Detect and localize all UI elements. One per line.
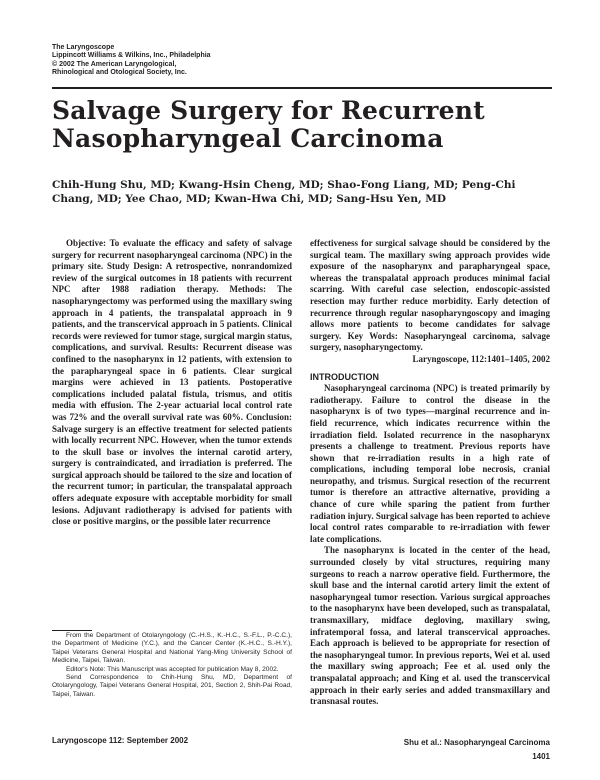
section-heading-introduction: INTRODUCTION: [310, 371, 379, 382]
left-column: [52, 238, 292, 528]
footnote-affiliation: From the Department of Otolaryngology (C.-H.S., K.-H.C., S.-F.L., P.-C.C.), the Department of Medicine (Y.C.), and the Cancer Center (K.-H.C., S.-H.Y.), Taipei Veterans General Hospital and National Yang-Ming University School of Medicine, Taipei, Taiwan.: [52, 632, 292, 665]
page-number: 1401: [532, 752, 550, 761]
footnotes: [52, 632, 292, 699]
journal-header: [52, 44, 312, 78]
abstract-paragraph: Objective: To evaluate the efficacy and safety of salvage surgery for recurrent nasopharyngeal carcinoma (NPC) in the primary site. Study Design: A retrospective, nonrandomized review of the surgical outcomes in 18 patients with recurrent NPC after 1988 radiation therapy. Methods: The nasopharyngectomy was performed using the maxillary swing approach in 4 patients, the transpalatal approach in 9 patients, and the transcervical approach in 5 patients. Clinical records were reviewed for tumor stage, surgical margin status, complications, and survival. Results: Recurrent disease was confined to the nasopharynx in 12 patients, with extension to the parapharyngeal space in 6 patients. Clear surgical margins were achieved in 13 patients. Postoperative complications included palatal fistula, trismus, and otitis media with effusion. The 2-year actuarial local control rate was 72% and the overall survival rate was 60%. Conclusion: Salvage surgery is an effective treatment for selected patients with locally recurrent NPC. However, when the tumor extends to the skull base or involves the internal carotid artery, surgery is contraindicated, and irradiation is preferred. The surgical approach should be tailored to the size and location of the recurrent tumor; in particular, the transpalatal approach offers adequate exposure with acceptable morbidity for small lesions. Adjuvant radiotherapy is advised for patients with close or positive margins, or the possible later recurrence: [52, 238, 292, 527]
abstract-paragraph-continued: effectiveness for surgical salvage should be considered by the surgical team. The maxillary swing approach provides wide exposure of the nasopharynx and parapharyngeal space, whereas the transpalatal approach produces minimal facial scarring. With careful case selection, endoscopic-assisted resection may further reduce morbidity. Early detection of recurrence through regular nasopharyngoscopy and imaging allows more patients to become candidates for salvage surgery. Key Words: Nasopharyngeal carcinoma, salvage surgery, nasopharyngectomy.: [310, 238, 550, 353]
running-title: Shu et al.: Nasopharyngeal Carcinoma: [403, 738, 550, 747]
journal-header-line: Lippincott Williams & Wilkins, Inc., Philadelphia: [52, 52, 211, 60]
article-title: Salvage Surgery for Recurrent Nasopharyngeal Carcinoma: [52, 96, 485, 153]
footnote-correspondence: Send Correspondence to Chih-Hung Shu, MD, Department of Otolaryngology, Taipei Veterans General Hospital, 201, Section 2, Shih-Pai Road, Taipei, Taiwan.: [52, 674, 292, 698]
body-paragraph: The nasopharynx is located in the center of the head, surrounded closely by vital structures, requiring many surgeons to reach a narrow operative field. Furthermore, the skull base and the internal carotid artery limit the extent of nasopharyngeal tumor resection. Various surgical approaches to the nasopharynx have been developed, such as transpalatal, transmaxillary, midface degloving, maxillary swing, infratemporal fossa, and lateral transcervical approaches. Each approach is believed to be appropriate for resection of the nasopharyngeal tumor. In previous reports, Wei et al. used the maxillary swing approach; Fee et al. used only the transpalatal approach; and King et al. used the transcervical approach in their early series and added transmaxillary and transnasal routes.: [310, 545, 550, 707]
journal-header-line: Rhinological and Otological Society, Inc.: [52, 69, 187, 77]
footnote-editors-note: Editor's Note: This Manuscript was accepted for publication May 8, 2002.: [66, 665, 279, 673]
footnote-divider: [52, 630, 92, 631]
footer-journal-issue: Laryngoscope 112: September 2002: [52, 736, 189, 745]
abstract-citation: Laryngoscope, 112:1401–1405, 2002: [412, 353, 550, 364]
right-column: [310, 238, 550, 708]
journal-header-line: © 2002 The American Laryngological,: [52, 60, 177, 68]
body-paragraph: Nasopharyngeal carcinoma (NPC) is treated primarily by radiotherapy. Failure to control the disease in the nasopharynx is of two types—marginal recurrence and in-field recurrence, which indicates recurrence within the irradiation field. Isolated recurrence in the nasopharynx presents a challenge to treatment. Previous reports have shown that re-irradiation results in a high rate of complications, including temporal lobe necrosis, cranial neuropathy, and trismus. Surgical resection of the recurrent tumor is therefore an attractive alternative, providing a chance of cure while sparing the patient from further radiation injury. Surgical salvage has been reported to achieve local control rates comparable to re-irradiation with fewer late complications.: [310, 383, 550, 544]
footer-running-title: [404, 736, 550, 764]
author-list: Chih-Hung Shu, MD; Kwang-Hsin Cheng, MD; Shao-Fong Liang, MD; Peng-Chi Chang, MD; Yee Chao, MD; Kwan-Hwa Chi, MD; Sang-Hsu Yen, MD: [52, 179, 516, 205]
journal-header-line: The Laryngoscope: [52, 44, 115, 51]
header-divider: [52, 87, 552, 89]
